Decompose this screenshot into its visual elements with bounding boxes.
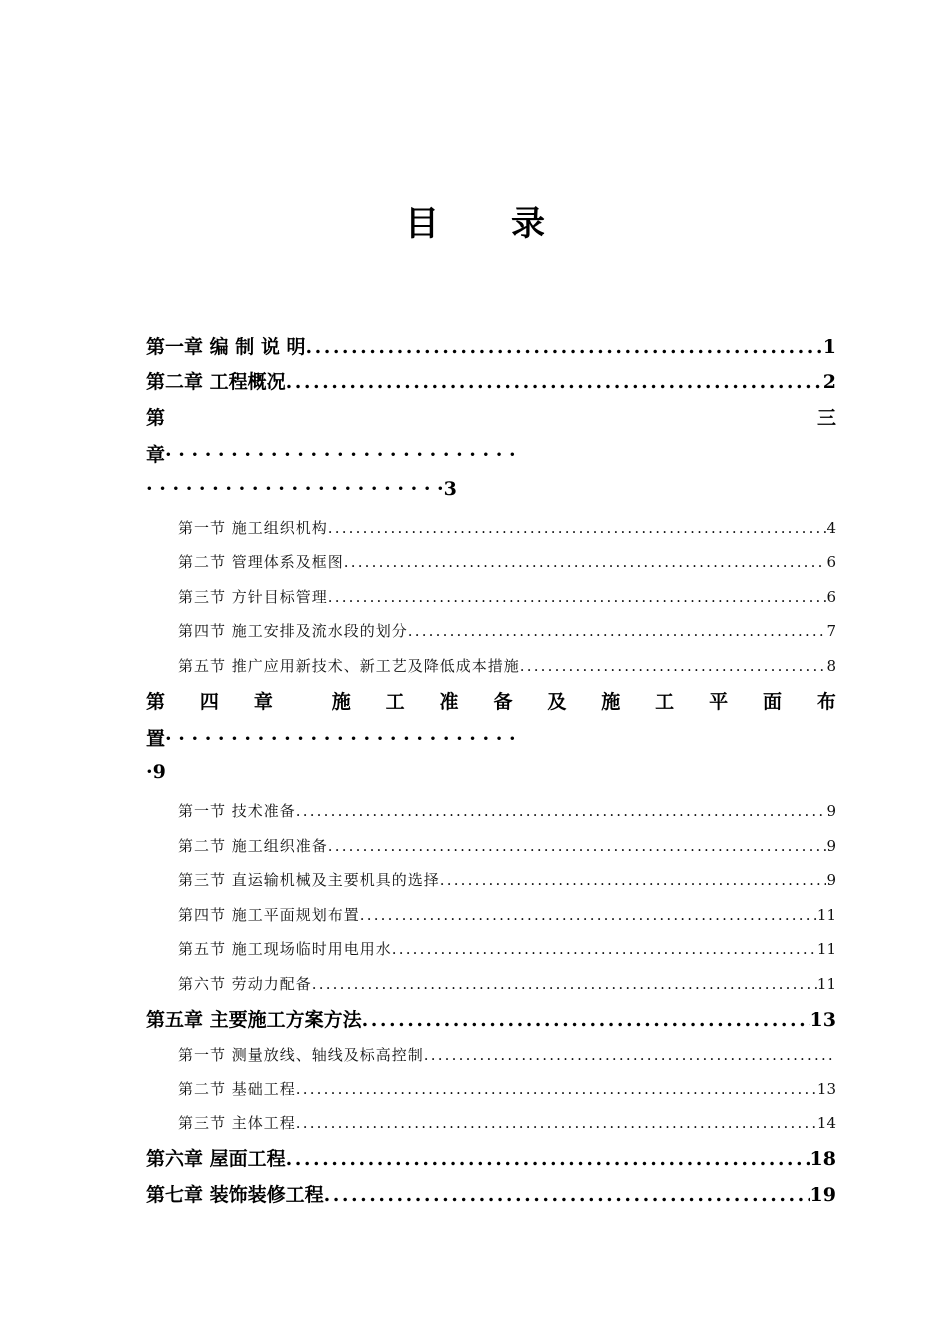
toc-entry-label-part: 备 [493, 691, 513, 713]
toc-entry-label-part: 四 [199, 691, 219, 713]
toc-page-number: 2 [822, 371, 836, 393]
toc-page-number: 6 [826, 553, 836, 571]
toc-entry-section[interactable] [178, 835, 836, 856]
toc-entry-label-part: 工 [385, 691, 405, 713]
toc-entry-chapter-3-line-3[interactable] [146, 478, 846, 500]
dot-leader [362, 1009, 810, 1031]
title-char-2: 录 [511, 204, 545, 244]
toc-entry-label: 第六节 劳动力配备 [178, 975, 312, 993]
toc-entry-chapter-1[interactable] [146, 332, 836, 359]
toc-page-number: 13 [809, 1009, 836, 1031]
toc-entry-label: 第一章 编 制 说 明 [146, 336, 306, 358]
dot-leader [344, 553, 827, 571]
toc-entry-label-part: 面 [762, 691, 782, 713]
dot-leader [296, 1114, 817, 1132]
toc-entry-label: 第二节 基础工程 [178, 1080, 296, 1098]
toc-entry-section[interactable] [178, 655, 836, 676]
toc-entry-section[interactable] [178, 800, 836, 821]
toc-entry-label-part: 平 [709, 691, 729, 713]
toc-entry-label: 第三节 主体工程 [178, 1114, 296, 1132]
toc-entry-section[interactable] [178, 586, 836, 607]
toc-page-number: 6 [826, 588, 836, 606]
dot-leader: · · · · · · · · · · · · · · · · · · · · · · · [146, 478, 444, 500]
toc-entry-chapter-3-line-1[interactable] [146, 403, 836, 430]
toc-page-number: 9 [826, 871, 836, 889]
toc-entry-label-part: 章 [146, 444, 166, 466]
toc-entry-chapter-4-line-2[interactable] [146, 724, 846, 751]
toc-entry-label-part: 施 [331, 691, 351, 713]
toc-entry-label: 第四节 施工安排及流水段的划分 [178, 622, 408, 640]
toc-page-number: 9 [826, 837, 836, 855]
toc-entry-section[interactable] [178, 517, 836, 538]
toc-entry-chapter-6[interactable] [146, 1144, 836, 1171]
toc-entry-label: 第二节 施工组织准备 [178, 837, 328, 855]
dot-leader [324, 1184, 810, 1206]
toc-entry-label: 第四节 施工平面规划布置 [178, 906, 360, 924]
title-char-1: 目 [405, 204, 439, 244]
dot-leader: · · · · · · · · · · · · · · · · · · · · · · · · · · · [165, 444, 516, 466]
toc-entry-label-part: 及 [547, 691, 567, 713]
toc-entry-label: 第三节 直运输机械及主要机具的选择 [178, 871, 440, 889]
dot-leader [360, 906, 817, 924]
toc-entry-label-part: 准 [439, 691, 459, 713]
toc-entry-label: 第五节 推广应用新技术、新工艺及降低成本措施 [178, 657, 520, 675]
toc-entry-label: 第二节 管理体系及框图 [178, 553, 344, 571]
toc-page-number: 1 [822, 336, 836, 358]
toc-page-number: 14 [816, 1114, 836, 1132]
toc-entry-chapter-7[interactable] [146, 1180, 836, 1207]
toc-entry-label: 第一节 施工组织机构 [178, 519, 328, 537]
dot-leader [520, 657, 827, 675]
toc-entry-section[interactable] [178, 1044, 836, 1065]
page-title [0, 196, 950, 245]
toc-page-number: 11 [816, 906, 836, 924]
toc-entry-label-part: 三 [816, 407, 836, 429]
toc-page-number: ·9 [146, 761, 166, 783]
toc-entry-section[interactable] [178, 869, 836, 890]
toc-entry-label-part: 施 [601, 691, 621, 713]
toc-entry-chapter-3-line-2[interactable] [146, 440, 846, 467]
toc-page-number: 4 [826, 519, 836, 537]
dot-leader [440, 871, 827, 889]
toc-entry-section[interactable] [178, 620, 836, 641]
toc-entry-label: 第五节 施工现场临时用电用水 [178, 940, 392, 958]
toc-entry-chapter-5[interactable] [146, 1005, 836, 1032]
toc-entry-label: 第二章 工程概况 [146, 371, 286, 393]
toc-entry-label: 第七章 装饰装修工程 [146, 1184, 324, 1206]
dot-leader [286, 371, 823, 393]
toc-entry-section[interactable] [178, 551, 836, 572]
dot-leader [328, 837, 827, 855]
dot-leader [392, 940, 817, 958]
toc-page-number: 8 [826, 657, 836, 675]
toc-entry-section[interactable] [178, 1112, 836, 1133]
toc-entry-label: 第三节 方针目标管理 [178, 588, 328, 606]
toc-entry-label: 第五章 主要施工方案方法 [146, 1009, 362, 1031]
dot-leader [312, 975, 817, 993]
dot-leader [296, 1080, 817, 1098]
toc-page-number: 19 [809, 1184, 836, 1206]
toc-page-number: 7 [826, 622, 836, 640]
toc-page-number: 3 [443, 478, 457, 500]
toc-entry-label: 第一节 技术准备 [178, 802, 296, 820]
toc-entry-section[interactable] [178, 904, 836, 925]
toc-entry-label-part: 置 [146, 728, 166, 750]
toc-entry-label: 第六章 屋面工程 [146, 1148, 286, 1170]
dot-leader [286, 1148, 810, 1170]
dot-leader [328, 588, 827, 606]
toc-entry-label-part: 工 [655, 691, 675, 713]
dot-leader [424, 1046, 836, 1064]
toc-entry-chapter-4-line-1[interactable] [146, 687, 836, 714]
toc-page-number: 11 [816, 940, 836, 958]
toc-entry-label-part: 第 [146, 691, 166, 713]
toc-page-number: 18 [809, 1148, 836, 1170]
toc-entry-section[interactable] [178, 938, 836, 959]
dot-leader [296, 802, 827, 820]
toc-entry-section[interactable] [178, 1078, 836, 1099]
dot-leader [328, 519, 827, 537]
toc-page-number: 9 [826, 802, 836, 820]
toc-page-number: 13 [816, 1080, 836, 1098]
toc-entry-section[interactable] [178, 973, 836, 994]
toc-entry-chapter-2[interactable] [146, 367, 836, 394]
dot-leader [305, 336, 822, 358]
toc-entry-label: 第一节 测量放线、轴线及标高控制 [178, 1046, 424, 1064]
toc-entry-chapter-4-line-3[interactable] [146, 761, 166, 783]
dot-leader [408, 622, 827, 640]
toc-page-number: 11 [816, 975, 836, 993]
toc-entry-label-part: 布 [816, 691, 836, 713]
toc-entry-label-part: 第 [146, 407, 166, 429]
toc-entry-label-part: 章 [253, 691, 273, 713]
dot-leader: · · · · · · · · · · · · · · · · · · · · · · · · · · · [165, 728, 516, 750]
